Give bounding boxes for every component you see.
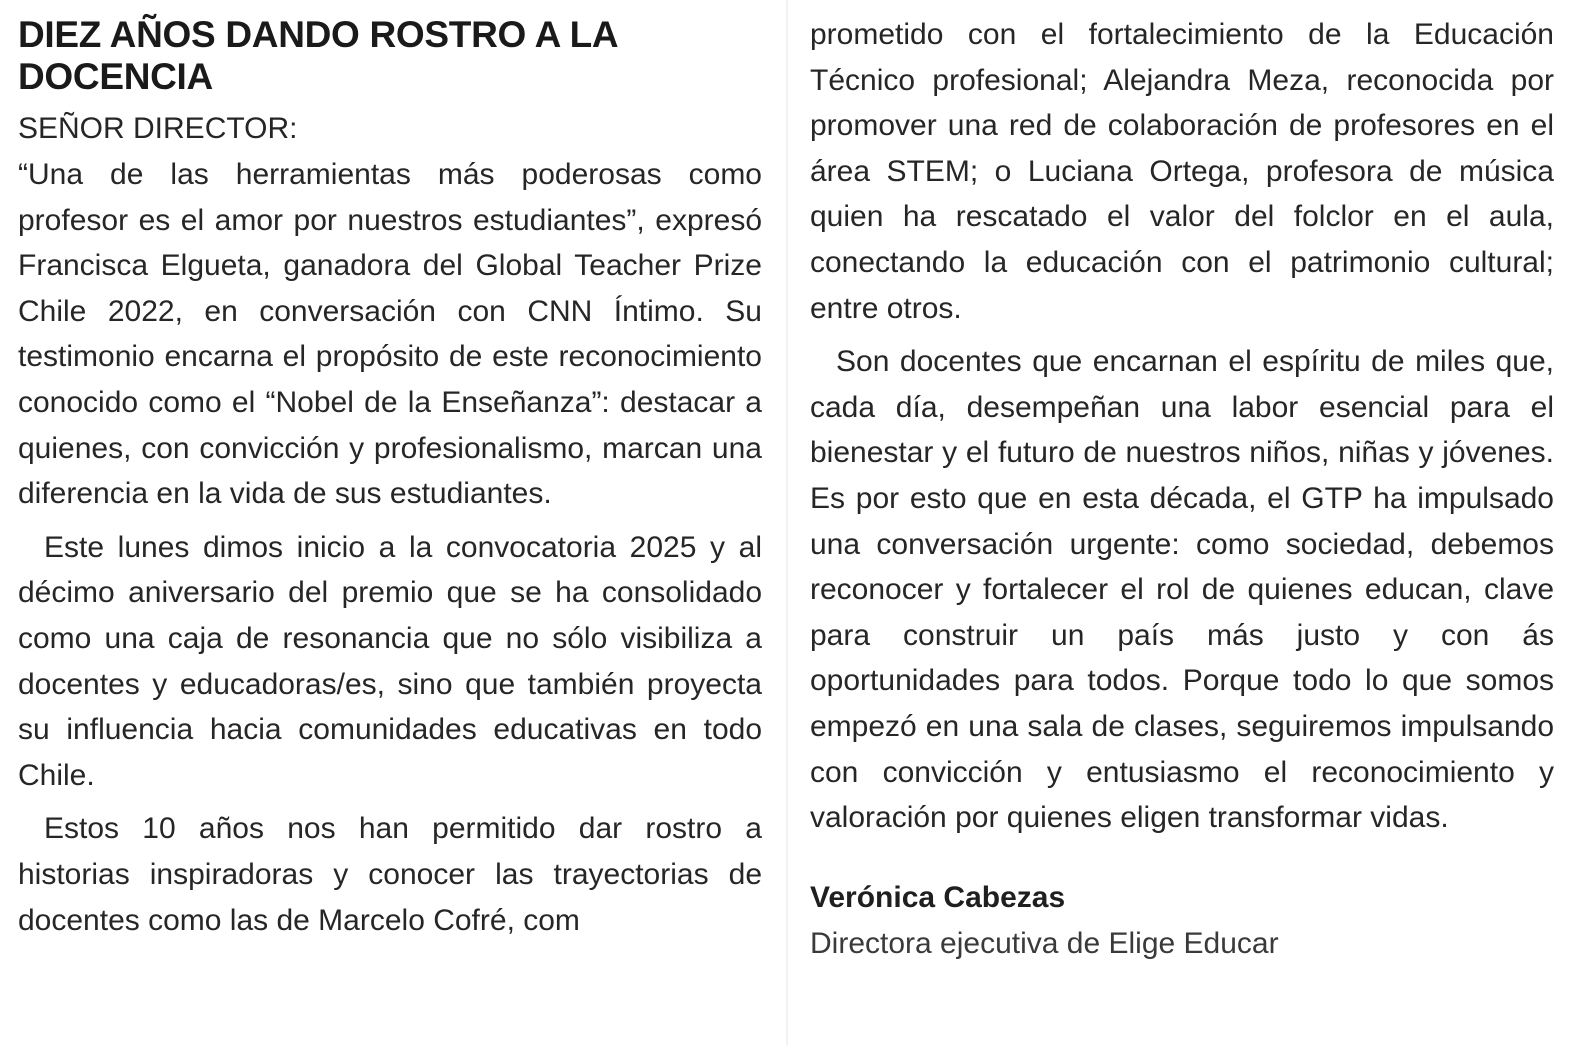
left-column bbox=[18, 14, 762, 943]
paragraph-4: Son docentes que encarnan el espíritu de miles que, cada día, desempeñan una labor esencial para el bienestar y el futuro de nuestros niños, niñas y jóvenes. Es por esto que en esta década, el GTP ha impulsado una conversación urgente: como sociedad, debemos reconocer y fortalecer el rol de quienes educan, clave para construir un país más justo y con ás oportunidades para todos. Porque todo lo que somos empezó en una sala de clases, seguiremos impulsando con convicción y entusiasmo el reconocimiento y valoración por quienes eligen transformar vidas. bbox=[810, 345, 1554, 835]
paragraph-3-continued: prometido con el fortalecimiento de la Educación Técnico profesional; Alejandra Meza, reconocida por promover una red de colaboración de profesores en el área STEM; o Luciana Ortega, profesora de música quien ha rescatado el valor del folclor en el aula, conectando la educación con el patrimonio cultural; entre otros. bbox=[810, 18, 1554, 325]
paragraph-2: Este lunes dimos inicio a la convocatoria 2025 y al décimo aniversario del premio que se ha consolidado como una caja de resonancia que no sólo visibiliza a docentes y educadoras/es, sino que también proyecta su influencia hacia comunidades educativas en todo Chile. bbox=[18, 530, 762, 792]
signature-name: Verónica Cabezas bbox=[810, 880, 1066, 914]
paragraph-3-start: Estos 10 años nos han permitido dar rostro a historias inspiradoras y conocer las trayectorias de docentes como las de Marcelo Cofré, com bbox=[18, 812, 762, 937]
column-divider bbox=[786, 0, 788, 1045]
headline: DIEZ AÑOS DANDO ROSTRO A LA DOCENCIA bbox=[18, 14, 617, 97]
signature-block bbox=[810, 875, 1554, 967]
paragraph-1: “Una de las herramientas más poderosas como profesor es el amor por nuestros estudiantes”, expresó Francisca Elgueta, ganadora del Global Teacher Prize Chile 2022, en conversación con CNN Íntimo. Su testimonio encarna el propósito de este reconocimiento conocido como el “Nobel de la Enseñanza”: destacar a quienes, con convicción y profesionalismo, marcan una diferencia en la vida de sus estudiantes. bbox=[18, 158, 762, 511]
right-column bbox=[810, 12, 1554, 967]
signature-role: Directora ejecutiva de Elige Educar bbox=[810, 926, 1279, 960]
salutation: SEÑOR DIRECTOR: bbox=[18, 112, 298, 145]
